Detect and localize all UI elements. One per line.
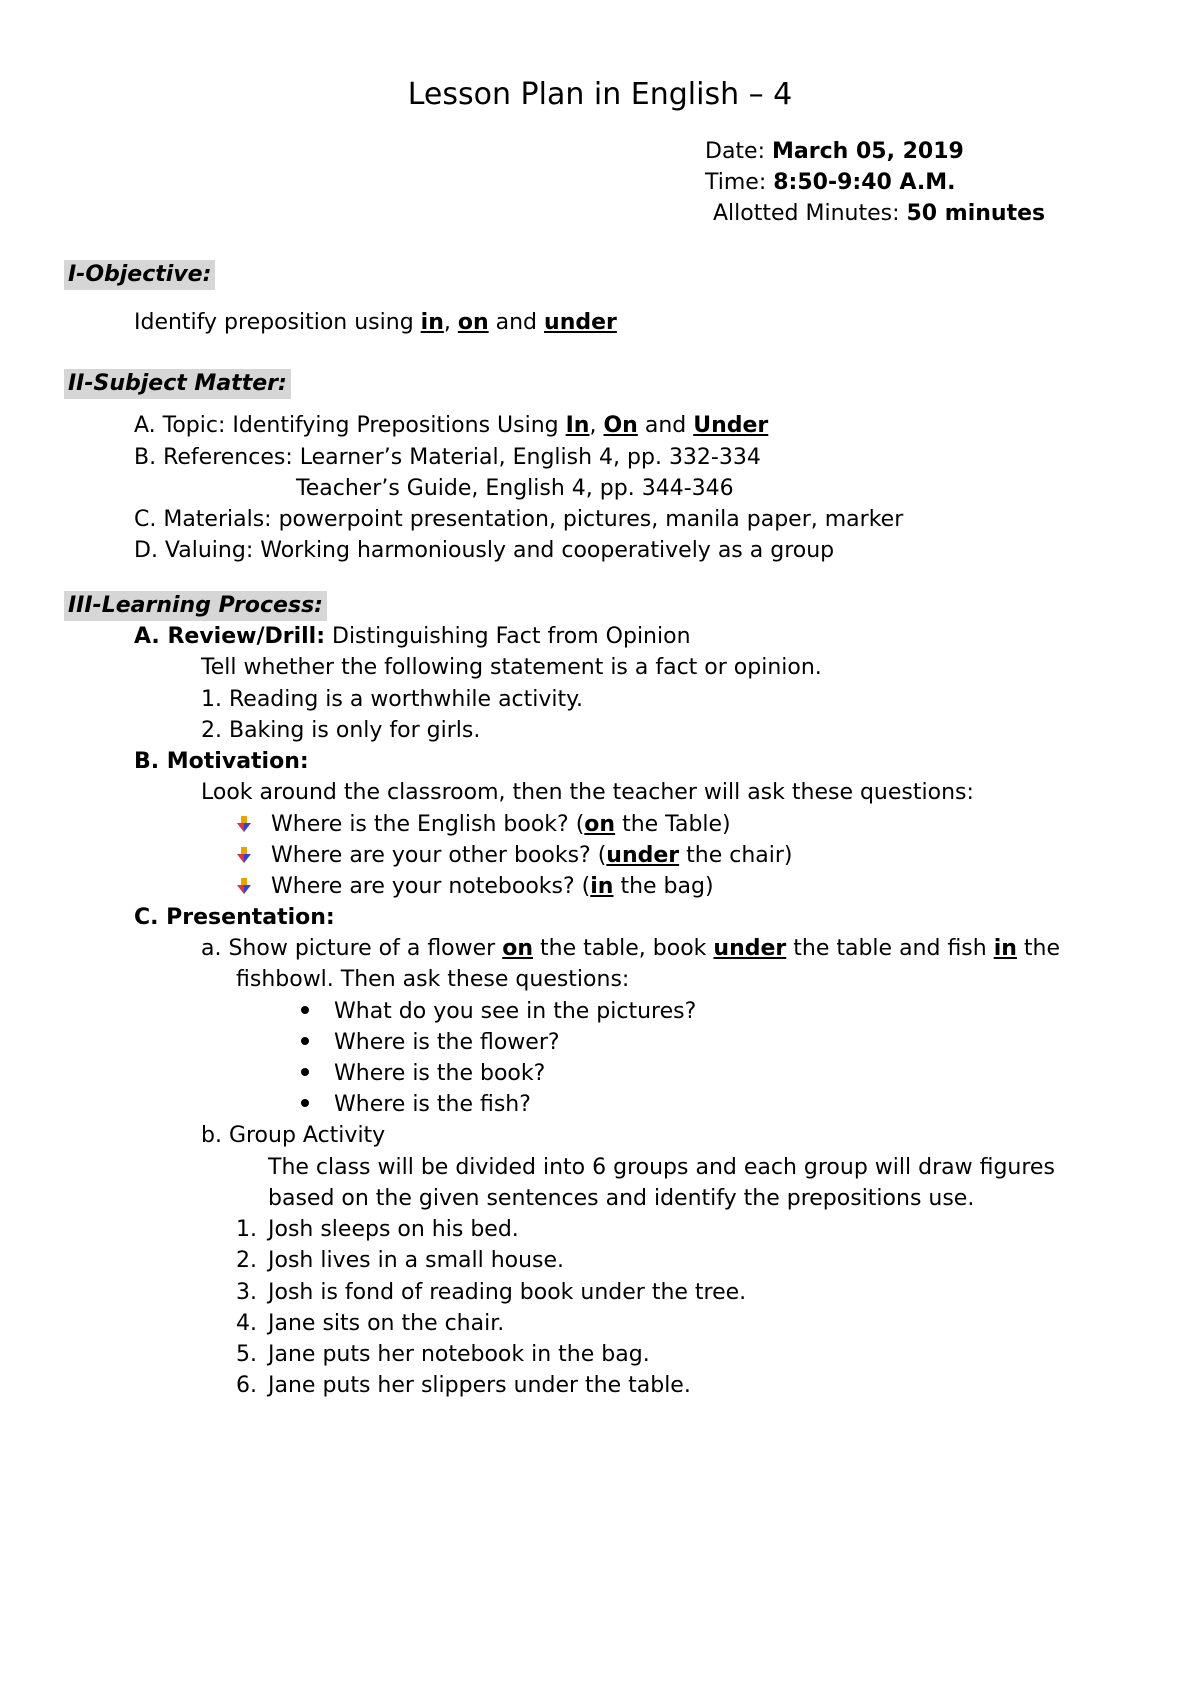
picture-question: Where is the flower?: [301, 1032, 560, 1054]
picture-question: Where is the book?: [301, 1063, 545, 1085]
subject-materials: C. Materials: powerpoint presentation, pictures, manila paper, marker: [134, 507, 904, 532]
minutes-line: [713, 203, 1045, 225]
sentence-item: 1. Josh sleeps on his bed.: [236, 1217, 519, 1242]
motivation-question: Where is the English book? (on the Table): [236, 814, 731, 836]
time-line: [705, 172, 956, 194]
arrow-down-bullet-icon: [236, 815, 252, 833]
time-label: Time:: [705, 170, 774, 195]
review-item: 2. Baking is only for girls.: [201, 718, 481, 743]
subject-topic: A. Topic: Identifying Prepositions Using In, On and Under: [134, 413, 769, 438]
review-instruction: Tell whether the following statement is a fact or opinion.: [201, 655, 822, 680]
motivation-label: B. Motivation:: [134, 749, 309, 774]
group-activity-text: The class will be divided into 6 groups and each group will draw figures: [268, 1155, 1055, 1180]
date-label: Date:: [705, 139, 772, 164]
bullet-dot-icon: [301, 1006, 309, 1014]
minutes-label: Allotted Minutes:: [713, 201, 907, 226]
review-item: 1. Reading is a worthwhile activity.: [201, 687, 584, 712]
bullet-dot-icon: [301, 1099, 309, 1107]
date-line: [705, 141, 964, 163]
picture-question: Where is the fish?: [301, 1094, 531, 1116]
bullet-dot-icon: [301, 1037, 309, 1045]
bullet-dot-icon: [301, 1068, 309, 1076]
subject-heading: II-Subject Matter:: [64, 373, 291, 395]
presentation-step-a-cont: fishbowl. Then ask these questions:: [236, 967, 630, 992]
motivation-question: Where are your notebooks? (in the bag): [236, 876, 714, 898]
sentence-item: 6. Jane puts her slippers under the table.: [236, 1373, 691, 1398]
objective-text: Identify preposition using in, on and under: [134, 310, 617, 335]
picture-question: What do you see in the pictures?: [301, 1001, 696, 1023]
subject-references-2: Teacher’s Guide, English 4, pp. 344-346: [296, 476, 734, 501]
group-activity-text-2: based on the given sentences and identify the prepositions use.: [268, 1186, 975, 1211]
motivation-instruction: Look around the classroom, then the teacher will ask these questions:: [201, 780, 974, 805]
sentence-item: 3. Josh is fond of reading book under the tree.: [236, 1280, 747, 1305]
process-heading: III-Learning Process:: [64, 595, 327, 617]
sentence-item: 2. Josh lives in a small house.: [236, 1248, 565, 1273]
subject-references: B. References: Learner’s Material, English 4, pp. 332-334: [134, 445, 761, 470]
motivation-question: Where are your other books? (under the chair): [236, 845, 793, 867]
review-drill: A. Review/Drill: Distinguishing Fact from Opinion: [134, 624, 691, 649]
sentence-item: 4. Jane sits on the chair.: [236, 1311, 505, 1336]
minutes-value: 50 minutes: [906, 201, 1046, 226]
date-value: March 05, 2019: [772, 139, 964, 164]
arrow-down-bullet-icon: [236, 846, 252, 864]
sentence-item: 5. Jane puts her notebook in the bag.: [236, 1342, 650, 1367]
presentation-step-a: a. Show picture of a flower on the table, book under the table and fish in the: [201, 936, 1061, 961]
arrow-down-bullet-icon: [236, 877, 252, 895]
presentation-label: C. Presentation:: [134, 905, 335, 930]
group-activity-label: b. Group Activity: [201, 1123, 386, 1148]
time-value: 8:50-9:40 A.M.: [773, 170, 956, 195]
subject-valuing: D. Valuing: Working harmoniously and cooperatively as a group: [134, 538, 835, 563]
objective-heading: I-Objective:: [64, 264, 215, 286]
page-title: Lesson Plan in English – 4: [407, 77, 793, 112]
